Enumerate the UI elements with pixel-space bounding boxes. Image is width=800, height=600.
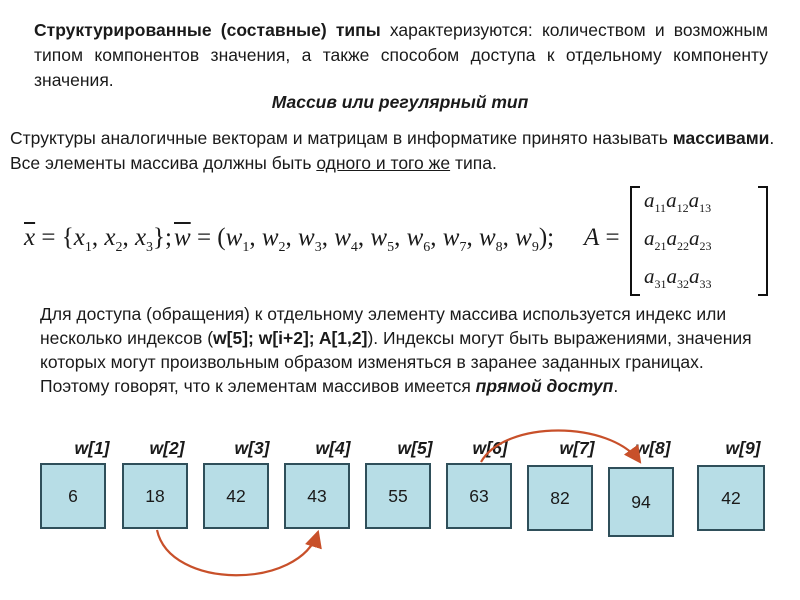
a-eq: = xyxy=(599,224,620,251)
array-cell: 18 xyxy=(122,463,188,529)
array-label: w[8] xyxy=(635,438,671,458)
x-item: x xyxy=(73,224,85,251)
matrix-letter: a xyxy=(644,226,655,250)
x-open: = { xyxy=(35,224,74,251)
matrix-sub: 11 xyxy=(654,201,667,215)
definition-text-2: . Все элементы массива должны быть xyxy=(10,128,775,173)
access-text-3: . xyxy=(613,376,619,396)
arrow-w2-to-w4 xyxy=(157,530,318,575)
matrix-letter: a xyxy=(644,264,655,288)
w-sub: 1 xyxy=(242,240,250,255)
w-item: w xyxy=(225,224,243,251)
access-text-2: ). Индексы могут быть выражениями, значения которых могут произвольным образом изменяться в заранее заданных границах. Поэтому говорят, что к элементам массивов имеется xyxy=(40,328,752,396)
x-sub: 1 xyxy=(84,240,92,255)
matrix-letter: a xyxy=(666,226,677,250)
x-name: $\overline{x}$ xyxy=(24,224,36,251)
w-sub: 5 xyxy=(387,240,395,255)
array-cell: 42 xyxy=(697,465,765,531)
w-item: w xyxy=(515,224,532,251)
access-examples: w[5]; w[i+2]; A[1,2] xyxy=(213,328,368,348)
array-label: w[2] xyxy=(149,438,185,458)
x-item: x xyxy=(104,224,116,251)
w-item: w xyxy=(442,224,460,251)
array-label: w[3] xyxy=(234,438,270,458)
w-item: w xyxy=(298,224,315,251)
matrix-letter: a xyxy=(688,188,700,212)
w-sub: 2 xyxy=(278,240,286,255)
w-item: w xyxy=(478,224,496,251)
w-sub: 3 xyxy=(314,240,322,255)
x-close: }; xyxy=(153,224,172,251)
matrix-sub: 22 xyxy=(677,239,689,253)
array-cell: 43 xyxy=(284,463,350,529)
definition-text-1: Структуры аналогичные векторам и матрицам в информатике принято называть xyxy=(10,128,673,148)
w-close: ); xyxy=(538,224,555,251)
definition-bold-term: массивами xyxy=(672,128,770,148)
w-sub: 9 xyxy=(531,240,539,255)
vector-w: $\overline{w} = (w_1$, $w_2$, $w_3$, $w_4$, $w_5$, $w_6$, $w_7$, $w_8$, $w_9$); xyxy=(174,224,555,255)
w-sub: 6 xyxy=(423,240,431,255)
section-subtitle: Массив или регулярный тип xyxy=(271,92,529,112)
w-sub: 7 xyxy=(459,240,467,255)
array-cell: 55 xyxy=(365,463,431,529)
x-sub: 3 xyxy=(146,240,154,255)
array-label: w[5] xyxy=(397,438,433,458)
matrix-letter: a xyxy=(644,188,655,212)
matrix-sub: 32 xyxy=(677,277,689,291)
matrix-sub: 31 xyxy=(654,277,667,291)
w-item: w xyxy=(370,224,388,251)
matrix-sub: 12 xyxy=(676,201,689,215)
matrix-sub: 13 xyxy=(699,201,712,215)
w-item: w xyxy=(261,224,279,251)
vector-x: $\overline{x} = \{x_1$, $x_2$, $x_3$}; xyxy=(24,224,172,255)
array-label: w[7] xyxy=(559,438,595,458)
array-cell: 94 xyxy=(608,467,674,537)
w-name: $\overline{w}$ xyxy=(174,224,191,251)
matrix-sub: 21 xyxy=(654,239,667,253)
array-cell: 82 xyxy=(527,465,593,531)
array-label: w[6] xyxy=(472,438,508,458)
matrix-sub: 33 xyxy=(699,277,712,291)
matrix-letter: a xyxy=(666,264,677,288)
matrix-letter: a xyxy=(689,226,700,250)
array-cell: 6 xyxy=(40,463,106,529)
definition-text-3: типа. xyxy=(450,153,497,173)
array-cell: 63 xyxy=(446,463,512,529)
arrow-w6-to-w8 xyxy=(481,431,640,463)
access-text-1: Для доступа (обращения) к отдельному элементу массива используется индекс или несколько индексов ( xyxy=(40,304,727,348)
x-sub: 2 xyxy=(115,240,123,255)
intro-text: характеризуются: количеством и возможным типом компонентов значения, а также способом доступа к отдельному компоненту значения. xyxy=(34,20,768,90)
x-item: x xyxy=(134,224,147,251)
matrix-letter: a xyxy=(666,188,677,212)
w-open: = ( xyxy=(190,224,226,251)
matrix-letter: a xyxy=(689,264,700,288)
intro-term: Структурированные (составные) типы xyxy=(34,20,381,40)
array-label: w[4] xyxy=(315,438,351,458)
definition-underlined: одного и того же xyxy=(316,153,451,173)
w-item: w xyxy=(406,224,424,251)
w-sub: 4 xyxy=(350,240,358,255)
a-name: A xyxy=(584,224,600,251)
matrix-sub: 23 xyxy=(699,239,712,253)
array-label: w[9] xyxy=(725,438,761,458)
w-item: w xyxy=(334,224,351,251)
w-sub: 8 xyxy=(495,240,503,255)
access-term: прямой доступ xyxy=(475,376,614,396)
array-label: w[1] xyxy=(74,438,110,458)
array-cell: 42 xyxy=(203,463,269,529)
